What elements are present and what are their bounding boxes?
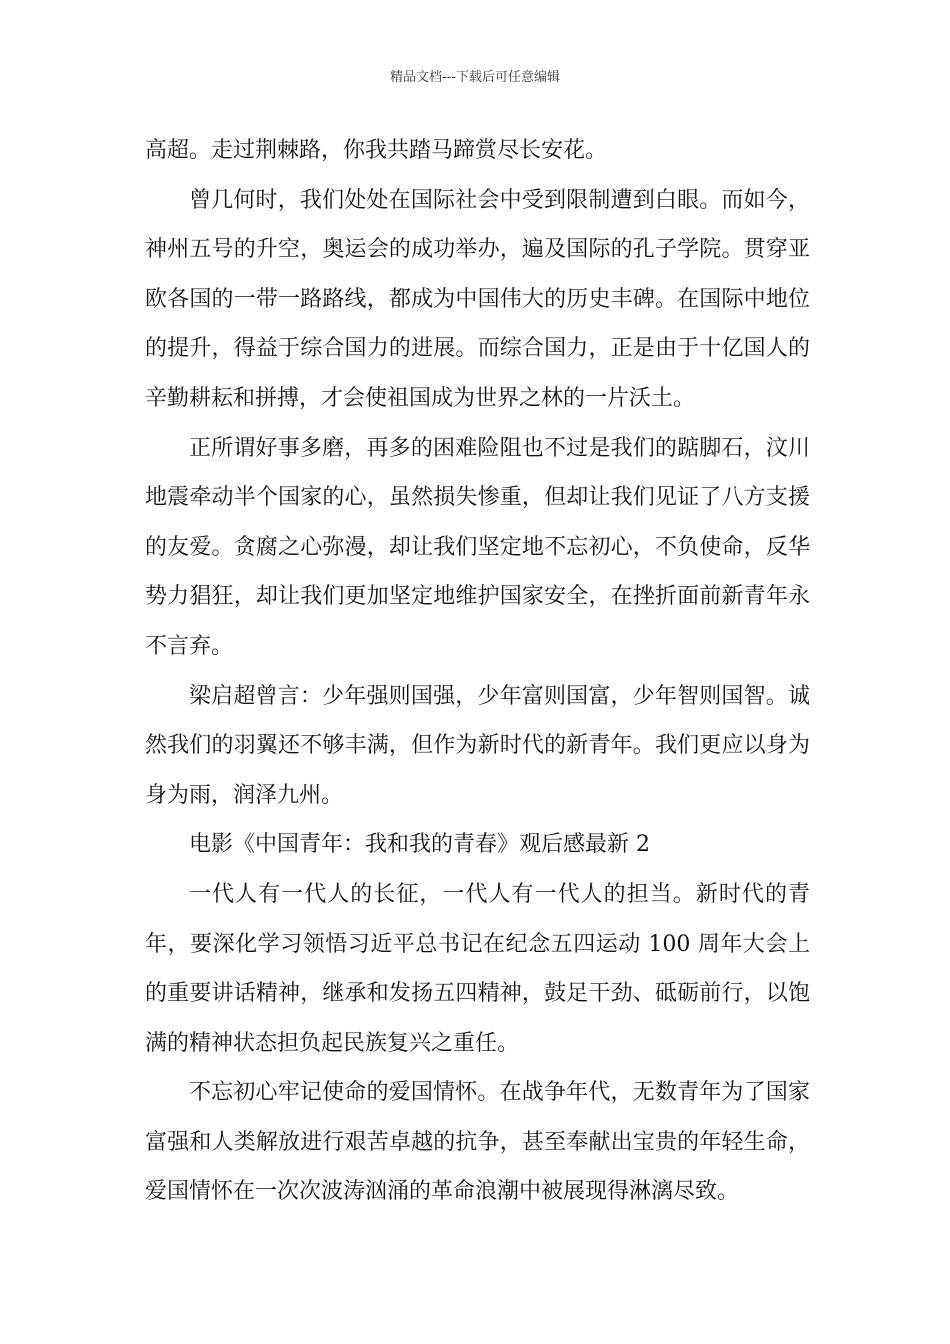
document-body — [145, 126, 810, 1217]
paragraph: 梁启超曾言：少年强则国强，少年富则国富，少年智则国智。诚然我们的羽翼还不够丰满，但作为新时代的新青年。我们更应以身为身为雨，润泽九州。 — [145, 683, 810, 808]
paragraph: 正所谓好事多磨，再多的困难险阻也不过是我们的踮脚石，汶川地震牵动半个国家的心，虽然损失惨重，但却让我们见证了八方支援的友爱。贪腐之心弥漫，却让我们坚定地不忘初心，不负使命，反华势力猖狂，却让我们更加坚定地维护国家安全，在挫折面前新青年永不言弃。 — [145, 435, 810, 659]
section-title: 电影《中国青年：我和我的青春》观后感最新 2 — [189, 832, 650, 858]
paragraph: 曾几何时，我们处处在国际社会中受到限制遭到白眼。而如今，神州五号的升空，奥运会的成功举办，遍及国际的孔子学院。贯穿亚欧各国的一带一路路线，都成为中国伟大的历史丰碑。在国际中地位的提升，得益于综合国力的进展。而综合国力，正是由于十亿国人的辛勤耕耘和拼搏，才会使祖国成为世界之林的一片沃土。 — [145, 187, 810, 411]
page-header: 精品文档---下载后可任意编辑 — [389, 70, 561, 85]
paragraph-continuation: 高超。走过荆棘路，你我共踏马蹄赏尽长安花。 — [145, 138, 608, 163]
paragraph: 不忘初心牢记使命的爱国情怀。在战争年代，无数青年为了国家富强和人类解放进行艰苦卓越的抗争，甚至奉献出宝贵的年轻生命，爱国情怀在一次次波涛汹涌的革命浪潮中被展现得淋漓尽致。 — [145, 1080, 810, 1205]
paragraph: 一代人有一代人的长征，一代人有一代人的担当。新时代的青年，要深化学习领悟习近平总书记在纪念五四运动 100 周年大会上的重要讲话精神，继承和发扬五四精神，鼓足干劲、砥砺前行，以饱满的精神状态担负起民族复兴之重任。 — [145, 881, 810, 1056]
